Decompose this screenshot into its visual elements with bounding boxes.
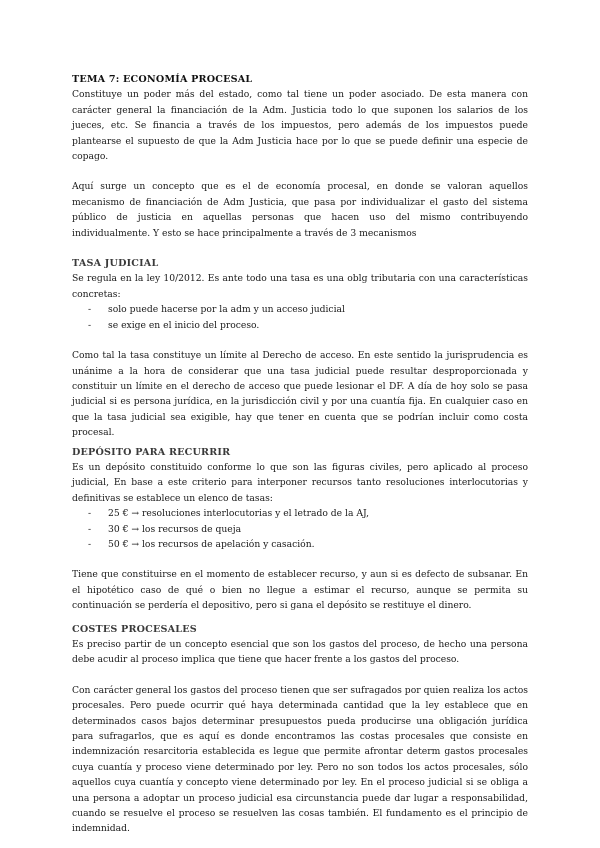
list-item: - 50 € → los recursos de apelación y casación.: [88, 537, 528, 552]
concept-paragraph: Aquí surge un concepto que es el de economía procesal, en donde se valoran aquellos mecanismo de financiación de Adm Justicia, que pasa por individualizar el gasto del sistema público de justicia en aquellas personas que hacen uso del mismo contribuyendo individualmente. Y esto se hace principalmente a través de 3 mecanismos: [72, 181, 528, 239]
costes-paragraph: Es preciso partir de un concepto esencial que son los gastos del proceso, de hecho una persona debe acudir al proceso implica que tiene que hacer frente a los gastos del proceso.: [72, 639, 528, 666]
costes-detail-paragraph: Con carácter general los gastos del proceso tienen que ser sufragados por quien realiza los actos procesales. Pero puede ocurrir qué haya determinada cantidad que la ley establece que en determinados casos bajos determinar presupuestos pueda producirse una obligación jurídica para sufragarlos, que es aquí es donde encontramos las costas procesales que consiste en indemnización resarcitoria establecida es legue que permite afrontar determ gastos procesales cuya cuantía y proceso viene determinado por ley. Pero no son todos los actos procesales, sólo aquellos cuya cuantía y concepto viene determinado por ley. En el proceso judicial si se obliga a una persona a adoptar un proceso judicial esa circunstancia puede dar lugar a responsabilidad, cuando se resuelve el proceso se resuelven las cosas también. El fundamento es el principio de indemnidad.: [72, 684, 528, 835]
page-title: TEMA 7: ECONOMÍA PROCESAL: [72, 74, 253, 85]
list-item: - 25 € → resoluciones interlocutorias y el letrado de la AJ,: [88, 506, 528, 521]
list-item: - solo puede hacerse por la adm y un acceso judicial: [88, 302, 528, 317]
deposito-heading: DEPÓSITO PARA RECURRIR: [72, 446, 231, 458]
list-item: - se exige en el inicio del proceso.: [88, 318, 528, 333]
costes-heading: COSTES PROCESALES: [72, 623, 197, 635]
deposito-note-paragraph: Tiene que constituirse en el momento de establecer recurso, y aun si es defecto de subsanar. En el hipotético caso de qué o bien no llegue a estimar el recurso, aunque se permita su continuación se perdería el depositivo, pero si gana el depósito se restituye el dinero.: [72, 569, 528, 612]
deposito-paragraph: Es un depósito constituido conforme lo que son las figuras civiles, pero aplicado al proceso judicial, En base a este criterio para interponer recursos tanto resoluciones interlocutorias y definitivas se establece un elenco de tasas:: [72, 461, 528, 504]
deposito-list: [72, 506, 528, 552]
tasa-heading: TASA JUDICIAL: [72, 258, 159, 270]
tasa-limit-paragraph: Como tal la tasa constituye un límite al Derecho de acceso. En este sentido la jurisprudencia es unánime a la hora de considerar que una tasa judicial puede resultar desproporcionada y constituir un límite en el derecho de acceso que puede lesionar el DF. A día de hoy solo se pasa judicial si es persona jurídica, en la jurisdicción civil y por una cuantía fija. En cualquier caso en que la tasa judicial sea exigible, hay que tener en cuenta que se podrían incluir como costa procesal.: [72, 350, 528, 439]
tasa-list: [72, 302, 528, 333]
list-item: - 30 € → los recursos de queja: [88, 522, 528, 537]
intro-paragraph: Constituye un poder más del estado, como tal tiene un poder asociado. De esta manera con carácter general la financiación de la Adm. Justicia todo lo que suponen los salarios de los jueces, etc. Se financia a través de los impuestos, pero además de los impuestos puede plantearse el supuesto de que la Adm Justicia hace por lo que se puede definir una especie de copago.: [72, 89, 528, 163]
document-page: [72, 72, 528, 837]
tasa-paragraph: Se regula en la ley 10/2012. Es ante todo una tasa es una oblg tributaria con una características concretas:: [72, 273, 528, 300]
